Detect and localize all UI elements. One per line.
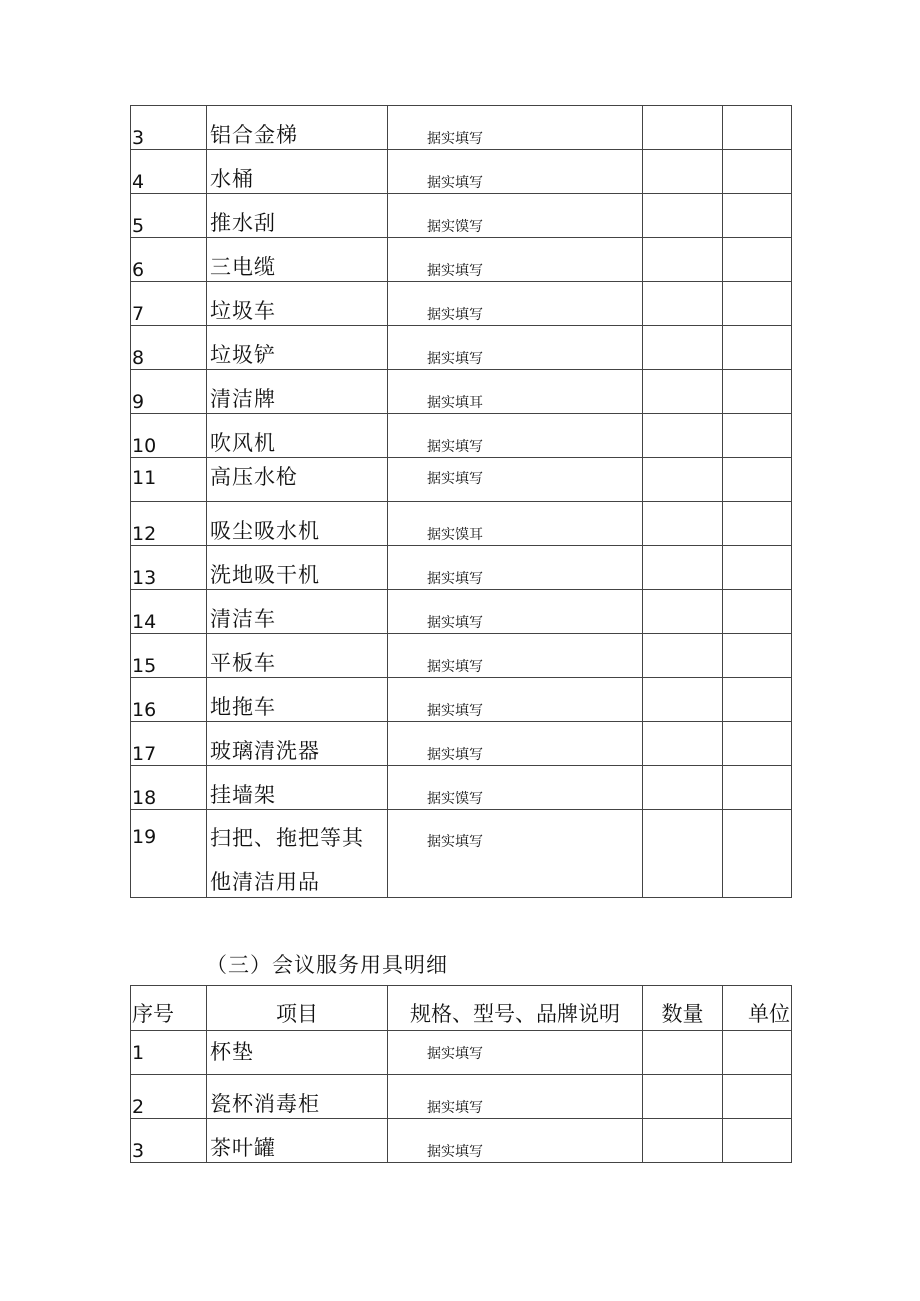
spec-text: 据实填写	[427, 1144, 483, 1160]
spec-text: 据实填写	[427, 615, 483, 631]
table-row	[131, 546, 792, 590]
item-cell	[207, 810, 388, 898]
spec-text: 据实馍写	[427, 791, 483, 807]
table-row	[131, 370, 792, 414]
item-cell	[207, 194, 388, 238]
row-number: 16	[132, 699, 157, 721]
spec-text: 据实填写	[427, 571, 483, 587]
item-cell	[207, 1031, 388, 1075]
table-row	[131, 150, 792, 194]
spec-text: 据实填写	[427, 175, 483, 191]
spec-cell	[388, 106, 643, 150]
item-cell	[207, 546, 388, 590]
row-number-cell	[131, 722, 207, 766]
item-cell	[207, 766, 388, 810]
item-name: 垃圾车	[210, 299, 276, 323]
table-row	[131, 590, 792, 634]
quantity-cell	[643, 1031, 723, 1075]
spec-text: 据实填写	[427, 439, 483, 455]
spec-text: 据实填耳	[427, 395, 483, 411]
table-row	[131, 282, 792, 326]
section-title: （三）会议服务用具明细	[206, 953, 448, 977]
item-cell	[207, 282, 388, 326]
table-row	[131, 766, 792, 810]
equipment-table-cleaning	[130, 105, 792, 898]
header-quantity: 数量	[661, 1002, 704, 1026]
table-row	[131, 238, 792, 282]
table-row	[131, 458, 792, 502]
spec-cell	[388, 194, 643, 238]
quantity-cell	[643, 590, 723, 634]
spec-cell	[388, 458, 643, 502]
unit-cell	[723, 546, 792, 590]
item-name: 清洁牌	[210, 387, 276, 411]
unit-cell	[723, 106, 792, 150]
quantity-cell	[643, 546, 723, 590]
item-name: 茶叶罐	[210, 1136, 276, 1160]
spec-cell	[388, 502, 643, 546]
spec-cell	[388, 150, 643, 194]
row-number: 10	[132, 435, 157, 457]
quantity-cell	[643, 194, 723, 238]
row-number-cell	[131, 590, 207, 634]
item-name: 瓷杯消毒柜	[210, 1092, 320, 1116]
row-number-cell	[131, 414, 207, 458]
row-number-cell	[131, 678, 207, 722]
spec-cell	[388, 546, 643, 590]
row-number: 12	[132, 523, 157, 545]
row-number: 17	[132, 743, 157, 765]
row-number: 6	[132, 259, 145, 281]
table-header-row	[131, 986, 792, 1031]
unit-cell	[723, 634, 792, 678]
item-name: 高压水枪	[210, 465, 298, 489]
quantity-cell	[643, 766, 723, 810]
item-cell	[207, 502, 388, 546]
row-number-cell	[131, 458, 207, 502]
quantity-cell	[643, 414, 723, 458]
item-cell	[207, 678, 388, 722]
spec-text: 据实填写	[427, 747, 483, 763]
table-row	[131, 722, 792, 766]
quantity-cell	[643, 678, 723, 722]
spec-text: 据实填写	[427, 351, 483, 367]
row-number: 7	[132, 303, 145, 325]
item-cell	[207, 150, 388, 194]
item-name: 杯垫	[210, 1040, 254, 1064]
row-number-cell	[131, 370, 207, 414]
spec-cell	[388, 1119, 643, 1163]
quantity-cell	[643, 458, 723, 502]
header-item: 项目	[276, 1002, 318, 1026]
item-name-line-1: 扫把、拖把等其	[210, 826, 364, 850]
item-name: 挂墙架	[210, 783, 276, 807]
row-number-cell	[131, 194, 207, 238]
spec-text: 据实填写	[427, 307, 483, 323]
item-name: 推水刮	[210, 211, 276, 235]
spec-text: 据实馍写	[427, 219, 483, 235]
unit-cell	[723, 194, 792, 238]
table-row	[131, 326, 792, 370]
quantity-cell	[643, 1075, 723, 1119]
row-number: 4	[132, 171, 145, 193]
row-number-cell	[131, 1075, 207, 1119]
row-number: 3	[132, 127, 145, 149]
spec-text: 据实填写	[427, 703, 483, 719]
row-number: 1	[132, 1042, 145, 1064]
table-row	[131, 194, 792, 238]
table-row	[131, 1119, 792, 1163]
table-row	[131, 678, 792, 722]
spec-cell	[388, 1031, 643, 1075]
spec-cell	[388, 282, 643, 326]
unit-cell	[723, 678, 792, 722]
row-number-cell	[131, 106, 207, 150]
unit-cell	[723, 150, 792, 194]
unit-cell	[723, 766, 792, 810]
item-cell	[207, 1075, 388, 1119]
item-cell	[207, 590, 388, 634]
unit-cell	[723, 502, 792, 546]
item-cell	[207, 106, 388, 150]
unit-cell	[723, 722, 792, 766]
row-number: 8	[132, 347, 145, 369]
header-cell-unit	[723, 986, 792, 1031]
unit-cell	[723, 414, 792, 458]
item-cell	[207, 458, 388, 502]
row-number: 5	[132, 215, 145, 237]
item-name: 玻璃清洗器	[210, 739, 320, 763]
item-name: 平板车	[210, 651, 276, 675]
item-name: 洗地吸干机	[210, 563, 320, 587]
item-name: 三电缆	[210, 255, 276, 279]
item-cell	[207, 722, 388, 766]
quantity-cell	[643, 326, 723, 370]
row-number-cell	[131, 326, 207, 370]
unit-cell	[723, 238, 792, 282]
unit-cell	[723, 282, 792, 326]
quantity-cell	[643, 150, 723, 194]
header-spec: 规格、型号、品牌说明	[410, 1002, 620, 1026]
table-row	[131, 502, 792, 546]
header-cell-spec	[388, 986, 643, 1031]
spec-cell	[388, 678, 643, 722]
item-name: 地拖车	[210, 695, 276, 719]
unit-cell	[723, 1031, 792, 1075]
row-number-cell	[131, 282, 207, 326]
header-number: 序号	[132, 1002, 174, 1026]
row-number: 18	[132, 787, 157, 809]
row-number-cell	[131, 502, 207, 546]
equipment-table-meeting-service	[130, 985, 792, 1163]
row-number-cell	[131, 766, 207, 810]
table-row	[131, 1075, 792, 1119]
row-number: 14	[132, 611, 157, 633]
table-row	[131, 810, 792, 898]
unit-cell	[723, 370, 792, 414]
header-cell-item	[207, 986, 388, 1031]
spec-text: 据实填写	[427, 263, 483, 279]
quantity-cell	[643, 238, 723, 282]
row-number: 2	[132, 1096, 145, 1118]
quantity-cell	[643, 106, 723, 150]
header-unit: 单位	[748, 1002, 790, 1026]
unit-cell	[723, 458, 792, 502]
row-number-cell	[131, 238, 207, 282]
spec-text: 据实填写	[427, 1046, 483, 1062]
row-number: 13	[132, 567, 157, 589]
spec-cell	[388, 414, 643, 458]
spec-text: 据实填写	[427, 834, 483, 850]
item-cell	[207, 1119, 388, 1163]
item-cell	[207, 370, 388, 414]
row-number: 9	[132, 391, 145, 413]
item-cell	[207, 238, 388, 282]
spec-text: 据实填写	[427, 659, 483, 675]
spec-cell	[388, 590, 643, 634]
unit-cell	[723, 590, 792, 634]
row-number: 3	[132, 1140, 145, 1162]
quantity-cell	[643, 810, 723, 898]
row-number-cell	[131, 546, 207, 590]
unit-cell	[723, 1119, 792, 1163]
row-number: 11	[132, 467, 157, 489]
row-number-cell	[131, 1031, 207, 1075]
item-name: 铝合金梯	[210, 123, 298, 147]
item-name-line-2: 他清洁用品	[210, 870, 320, 894]
item-name: 清洁车	[210, 607, 276, 631]
spec-cell	[388, 810, 643, 898]
spec-cell	[388, 722, 643, 766]
quantity-cell	[643, 722, 723, 766]
item-name: 水桶	[210, 167, 254, 191]
item-name: 垃圾铲	[210, 343, 276, 367]
unit-cell	[723, 326, 792, 370]
row-number-cell	[131, 150, 207, 194]
table-row	[131, 414, 792, 458]
item-cell	[207, 326, 388, 370]
quantity-cell	[643, 370, 723, 414]
spec-text: 据实填写	[427, 471, 483, 487]
item-name: 吹风机	[210, 431, 276, 455]
spec-cell	[388, 766, 643, 810]
row-number-cell	[131, 1119, 207, 1163]
spec-cell	[388, 238, 643, 282]
row-number: 15	[132, 655, 157, 677]
spec-cell	[388, 370, 643, 414]
quantity-cell	[643, 634, 723, 678]
spec-text: 据实馍耳	[427, 527, 483, 543]
spec-cell	[388, 326, 643, 370]
row-number: 19	[132, 826, 157, 848]
header-cell-number	[131, 986, 207, 1031]
unit-cell	[723, 1075, 792, 1119]
spec-text: 据实填写	[427, 131, 483, 147]
table-row	[131, 634, 792, 678]
table-row	[131, 106, 792, 150]
spec-text: 据实填写	[427, 1100, 483, 1116]
table-row	[131, 1031, 792, 1075]
spec-cell	[388, 634, 643, 678]
row-number-cell	[131, 810, 207, 898]
row-number-cell	[131, 634, 207, 678]
header-cell-quantity	[643, 986, 723, 1031]
quantity-cell	[643, 282, 723, 326]
quantity-cell	[643, 502, 723, 546]
item-cell	[207, 634, 388, 678]
quantity-cell	[643, 1119, 723, 1163]
item-name: 吸尘吸水机	[210, 519, 320, 543]
spec-cell	[388, 1075, 643, 1119]
item-cell	[207, 414, 388, 458]
unit-cell	[723, 810, 792, 898]
